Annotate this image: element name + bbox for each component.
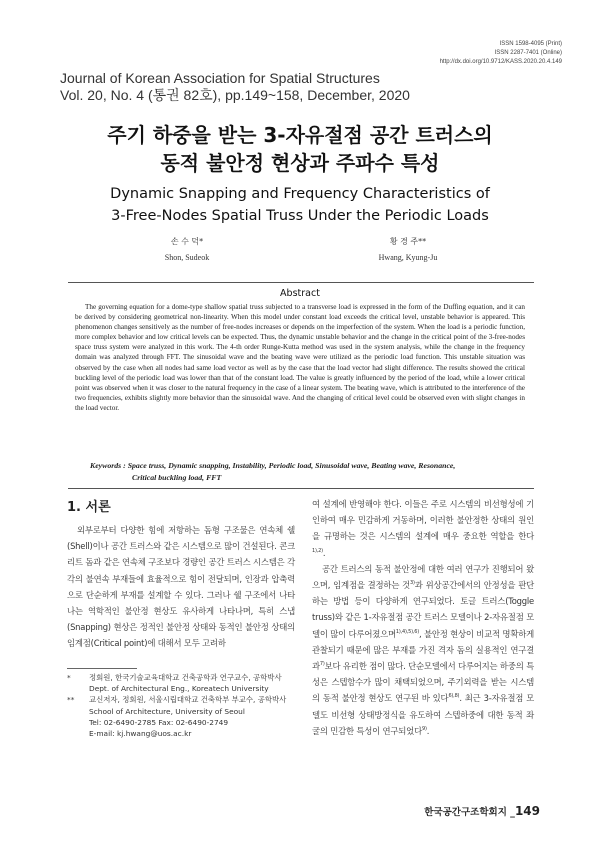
section-heading-intro: 1. 서론 [67, 500, 111, 515]
footnote-2-line1: 교신저자, 정회원, 서울시립대학교 건축학부 부교수, 공학박사 [89, 695, 287, 705]
issn-print: ISSN 1598-4095 (Print) [499, 41, 562, 47]
right-paragraph-1 [312, 496, 534, 561]
left-paragraph-1: 외부로부터 다양한 힘에 저항하는 돔형 구조물은 연속체 쉘(Shell)이나 공간 트러스와 같은 시스템으로 많이 건설된다. 콘크리트 돔과 같은 연속체 구조보다 경량인 공간 트러스 시스템은 각각의 불연속 부재들에 효율적으로 힘이 전달되며, 인장과 압축력으로 단순하게 부재를 설계할 수 있다. 그러나 쉘 구조에서 나타나는 역학적인 불안정 현상도 유사하게 나타나며, 특히 스냅(Snapping) 현상은 정적인 불안정 상태와 동적인 불안정 상태의 임계점(Critical point)에 대해서 모두 고려하 [67, 525, 295, 649]
footnote-2-line2: School of Architecture, University of Seoul [89, 706, 245, 716]
right-p2-text-a: 공간 트러스의 동적 불안정에 대한 여러 연구가 진행되어 왔으며, 임계점을 결정하는 것 [312, 563, 534, 591]
citation: 1),4),5),6) [395, 628, 419, 635]
footnote-rule [67, 668, 137, 669]
keywords-label: Keywords : [90, 461, 126, 470]
citation: 3) [410, 580, 415, 587]
issn-block [262, 40, 562, 67]
right-p2-text-e: . 최근 3-자유절점 모델도 비선형 상태방정식을 유도하여 스텝하중에 대한 동적 좌굴의 민감한 특성이 연구되었다 [312, 693, 534, 736]
keywords-bottom-rule [68, 488, 534, 489]
author-1-korean: 손 수 덕* [170, 237, 204, 246]
footnote-1 [67, 672, 295, 694]
footnote-1-line1: 정회원, 한국기술교육대학교 건축공학과 연구교수, 공학박사 [89, 673, 282, 682]
footnotes [67, 672, 295, 739]
right-p1-text: 여 설계에 반영해야 한다. 이들은 주로 시스템의 비선형성에 기인하여 매우 민감하게 거동하며, 이러한 불안정한 상태의 원인을 규명하는 것은 시스템의 설계에 매우 중요한 역할을 한다 [312, 499, 534, 542]
footer-journal: 한국공간구조학회지 _ [424, 807, 515, 818]
journal-issue: Vol. 20, No. 4 (통권 82호), pp.149~158, December, 2020 [60, 87, 410, 103]
abstract-top-rule [68, 282, 534, 283]
author-2-korean: 황 경 주** [389, 237, 427, 246]
author-2-english: Hwang, Kyung-Ju [378, 253, 438, 262]
citation: 9) [421, 725, 427, 732]
author-1-english: Shon, Sudeok [164, 253, 210, 262]
korean-title-line2: 동적 불안정 현상과 주파수 특성 [160, 151, 440, 175]
right-paragraph-2 [312, 561, 534, 739]
footnote-2-line3: Tel: 02-6490-2785 Fax: 02-6490-2749 [89, 717, 229, 727]
issn-online: ISSN 2287-7401 (Online) [494, 50, 562, 56]
right-column [312, 496, 534, 739]
footnote-1-line2: Dept. of Architectural Eng., Koreatech University [89, 684, 269, 694]
korean-title-line1: 주기 하중을 받는 3-자유절점 공간 트러스의 [107, 123, 493, 147]
keywords-line2: Critical buckling load, FFT [132, 473, 222, 482]
keywords-line1: Space truss, Dynamic snapping, Instability, Periodic load, Sinusoidal wave, Beating wave, Resonance, [127, 461, 456, 470]
page-footer [424, 804, 540, 818]
left-column [67, 522, 295, 652]
english-title-line1: Dynamic Snapping and Frequency Characteristics of [110, 186, 490, 202]
doi-link[interactable]: http://dx.doi.org/10.9712/KASS.2020.20.4.149 [439, 59, 562, 65]
author-1 [127, 236, 247, 262]
citation: 6),8) [448, 693, 460, 700]
keywords [90, 460, 520, 484]
right-p2-text-b: 과 위상공간에서의 안정성을 판단하는 방법 등이 다양하게 연구되었다. 토글 트러스(Toggle truss)와 같은 1-자유절점 공간 트러스 모델이나 2-자유절점 모델이 많이 다루어졌으며 [312, 580, 534, 639]
right-p2-text-d: 보다 유리한 점이 많다. 단순모델에서 다루어지는 하중의 특성은 스텝함수가 많이 채택되었으며, 주기외력을 받는 시스템의 동적 불안정 현상도 연구된 바 있다 [312, 661, 534, 704]
page-number: 149 [514, 804, 540, 818]
abstract-text: The governing equation for a dome-type shallow spatial truss subjected to a transverse load is expressed in the form of the Duffing equation, and it can be derived by considering geometrical non-linearity. When this model under constant load exceeds the critical level, unstable behavior is appeared. This phenomenon changes sensitively as the number of free-nodes increases or depends on the imperfection of the system. When the load is a periodic function, more complex behavior and low critical levels can be expected. Thus, the dynamic unstable behavior and the change in the critical point of the 3-free-nodes space truss system were analyzed in this work. The 4-th order Runge-Kutta method was used in the system analysis, while the change in the frequency domain was analyzed through FFT. The sinusoidal wave and the beating wave were utilized as the periodic load function. This unstable situation was observed by the case when all nodes had same load vector as well as by the case that the load vector had slight difference. The results showed the critical buckling level of the periodic load was lower than that of the constant load. The value is greatly influenced by the period of the load, while a lower critical point was observed when it was closer to the natural frequency in the case of a linear system. The beating wave, which is attributed to the interference of the two frequencies, exhibits slightly more behavior than the sinusoidal wave. And the changing of critical level could be observed even with slight changes in the load vector. [75, 303, 525, 412]
footnote-1-mark: * [67, 673, 71, 682]
citation: 7) [319, 661, 325, 668]
citation: 1),2) [312, 547, 323, 554]
english-title-line2: 3-Free-Nodes Spatial Truss Under the Periodic Loads [111, 208, 489, 224]
abstract-heading: Abstract [280, 288, 320, 299]
footnote-2-mark: ** [67, 695, 75, 705]
author-2 [348, 236, 468, 262]
right-p2-text-f: . [426, 725, 430, 736]
footnote-2 [67, 694, 295, 739]
right-p1-end: . [322, 547, 326, 558]
right-p2-text-c: , 불안정 현상이 비교적 명확하게 관찰되기 때문에 많은 부재를 가진 격자 돔의 실용적인 연구결과 [312, 628, 534, 672]
footnote-2-line4[interactable]: E-mail: kj.hwang@uos.ac.kr [89, 729, 192, 739]
journal-header [60, 70, 410, 104]
journal-name: Journal of Korean Association for Spatial Structures [60, 70, 380, 86]
